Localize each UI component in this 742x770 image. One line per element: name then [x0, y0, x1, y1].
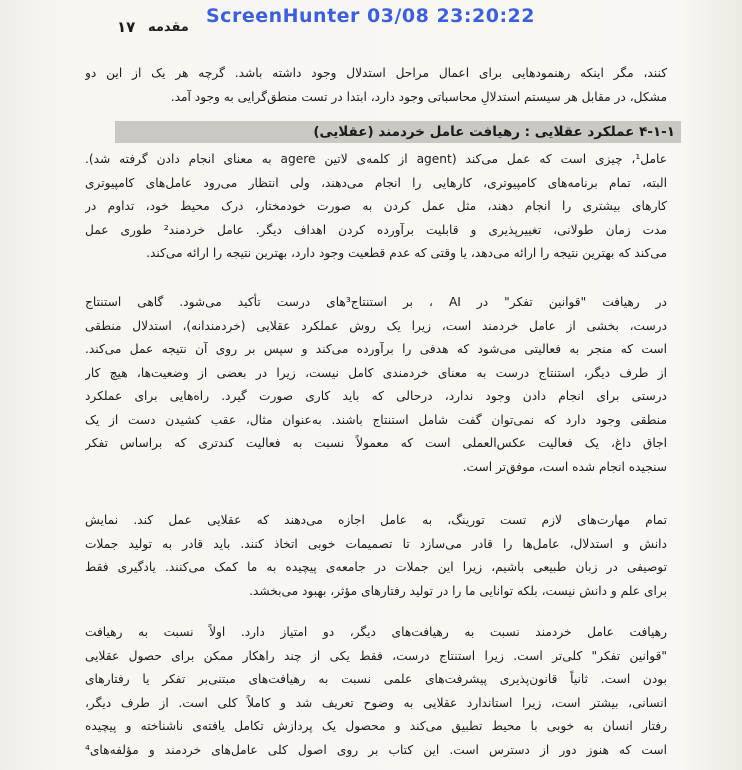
text-line: درست، بخشی از عامل خردمند است، زیرا یک روش عملکرد عقلایی (خردمندانه)، استدلال منطقی — [85, 318, 667, 333]
text-line: در رهیافت "قوانین تفکر" در AI ، بر استنتاج³های درست تأکید می‌شود. گاهی استنتاج — [85, 295, 667, 309]
text-line: بودن است. ثانیاً قانون‌پذیری پیشرفت‌های علمی نسبت به رهیافت‌های مبتنی‌بر تفکر یا رفتارهای — [85, 672, 667, 686]
text-line: توصیفی در زبان طبیعی باشیم، زیرا این جملات در جامعه‌ی پیچیده به ما کمک می‌کنند. یادگیری فقط — [85, 560, 667, 574]
text-line: رهیافت عامل خردمند نسبت به رهیافت‌های دیگر، دو امتیاز دارد. اولاً نسبت به رهیافت — [85, 625, 667, 639]
paragraph-intro — [85, 62, 667, 109]
text-line: مدت زمان طولانی، تغییرپذیری و قابلیت برآورده کردن اهداف دیگر. عامل خردمند² طوری عمل — [85, 222, 667, 237]
text-line: رفتار انسان به خوبی با محیط تطبیق می‌کند و محصول یک پردازش تکامل یافته‌ی ناشناخته و پیچیده — [85, 719, 667, 733]
text-line: کنند، مگر اینکه رهنمودهایی برای اعمال مراحل استدلال وجود داشته باشد. گرچه هر یک از این دو — [85, 66, 667, 80]
text-line: "قوانین تفکر" کلی‌تر است. زیرا استنتاج درست، فقط یکی از چند راهکار ممکن برای حصول عقلایی — [85, 648, 667, 663]
text-line: درستی برای انجام دادن وجود ندارد، درحالی که باید کاری صورت گیرد. راه‌هایی برای عملکرد — [85, 389, 667, 403]
text-line: البته، تمام برنامه‌های کامپیوتری، کارهایی را انجام می‌دهند، ولی انتظار می‌رود عامل‌های کامپیوتری — [85, 175, 667, 190]
page-number: ۱۷ — [117, 18, 136, 36]
text-line: می‌کند که بهترین نتیجه را ارائه می‌دهد، یا وقتی که عدم قطعیت وجود دارد، بهترین نتیجه را ارائه می‌کند. — [146, 246, 667, 260]
text-line: اجاق داغ، یک فعالیت عکس‌العملی است که معمولاً نسبت به فعالیت کندتری که براساس تفکر — [85, 436, 667, 450]
paragraph-advantages — [85, 621, 667, 762]
text-line: منطقی وجود دارد که نمی‌توان گفت شامل استنتاج باشند. به‌عنوان مثال، عقب کشیدن دست از یک — [85, 412, 667, 427]
paragraph-laws-of-thought — [85, 291, 667, 479]
running-head: مقدمه — [148, 20, 189, 35]
text-line: است که هنوز دور از دسترس است. این کتاب بر روی اصول کلی عامل‌های خردمند و مؤلفه‌های⁴ — [85, 742, 667, 757]
text-line: انسانی، بیشتر است، زیرا استاندارد عقلایی به وضوح تعریف شد و کاملاً کلی است. از طرف دیگر، — [85, 695, 667, 710]
text-line: مشکل، در مقابل هر سیستم استدلالِ محاسباتی وجود دارد، ابتدا در تست منطق‌گرایی به وجود آمد. — [170, 89, 667, 104]
text-line: تمام مهارت‌های لازم تست تورینگ، به عامل اجازه می‌دهند که عقلایی عمل کند. نمایش — [85, 513, 667, 527]
text-line: سنجیده انجام شده است، موفق‌تر است. — [462, 459, 667, 474]
text-line: برای علم و دانش نیست، بلکه توانایی ما را در تولید رفتارهای مؤثر، بهبود می‌بخشد. — [249, 583, 667, 598]
paragraph-agent-definition — [85, 148, 667, 266]
text-line: دانش و استدلال، عامل‌ها را قادر می‌سازد تا تصمیمات خوبی اتخاذ کنند. باید قادر به تولید جملات — [85, 536, 667, 551]
text-line: از طرف دیگر، استنتاج درست به معنای خردمندی کامل نیست، زیرا در بعضی از وضعیت‌ها، هیچ کار — [85, 365, 667, 380]
screenhunter-watermark: ScreenHunter 03/08 23:20:22 — [206, 5, 535, 27]
text-line: کارهای بیشتری را انجام دهند، مثل عمل کردن به صورت خودمختار، درک محیط خود، تداوم در — [85, 199, 667, 213]
section-heading: ۴-۱-۱ عملکرد عقلایی : رهیافت عامل خردمند (عقلایی) — [115, 121, 681, 143]
text-line: است که منجر به فعالیتی می‌شود که هدفی را برآورده می‌کند و سپس بر روی آن نتیجه عمل می‌کند. — [85, 342, 667, 356]
paragraph-turing-skills — [85, 509, 667, 603]
text-line: عامل¹، چیزی است که عمل می‌کند (agent از کلمه‌ی لاتین agere به معنای انجام دادن گرفته شد). — [85, 152, 667, 166]
